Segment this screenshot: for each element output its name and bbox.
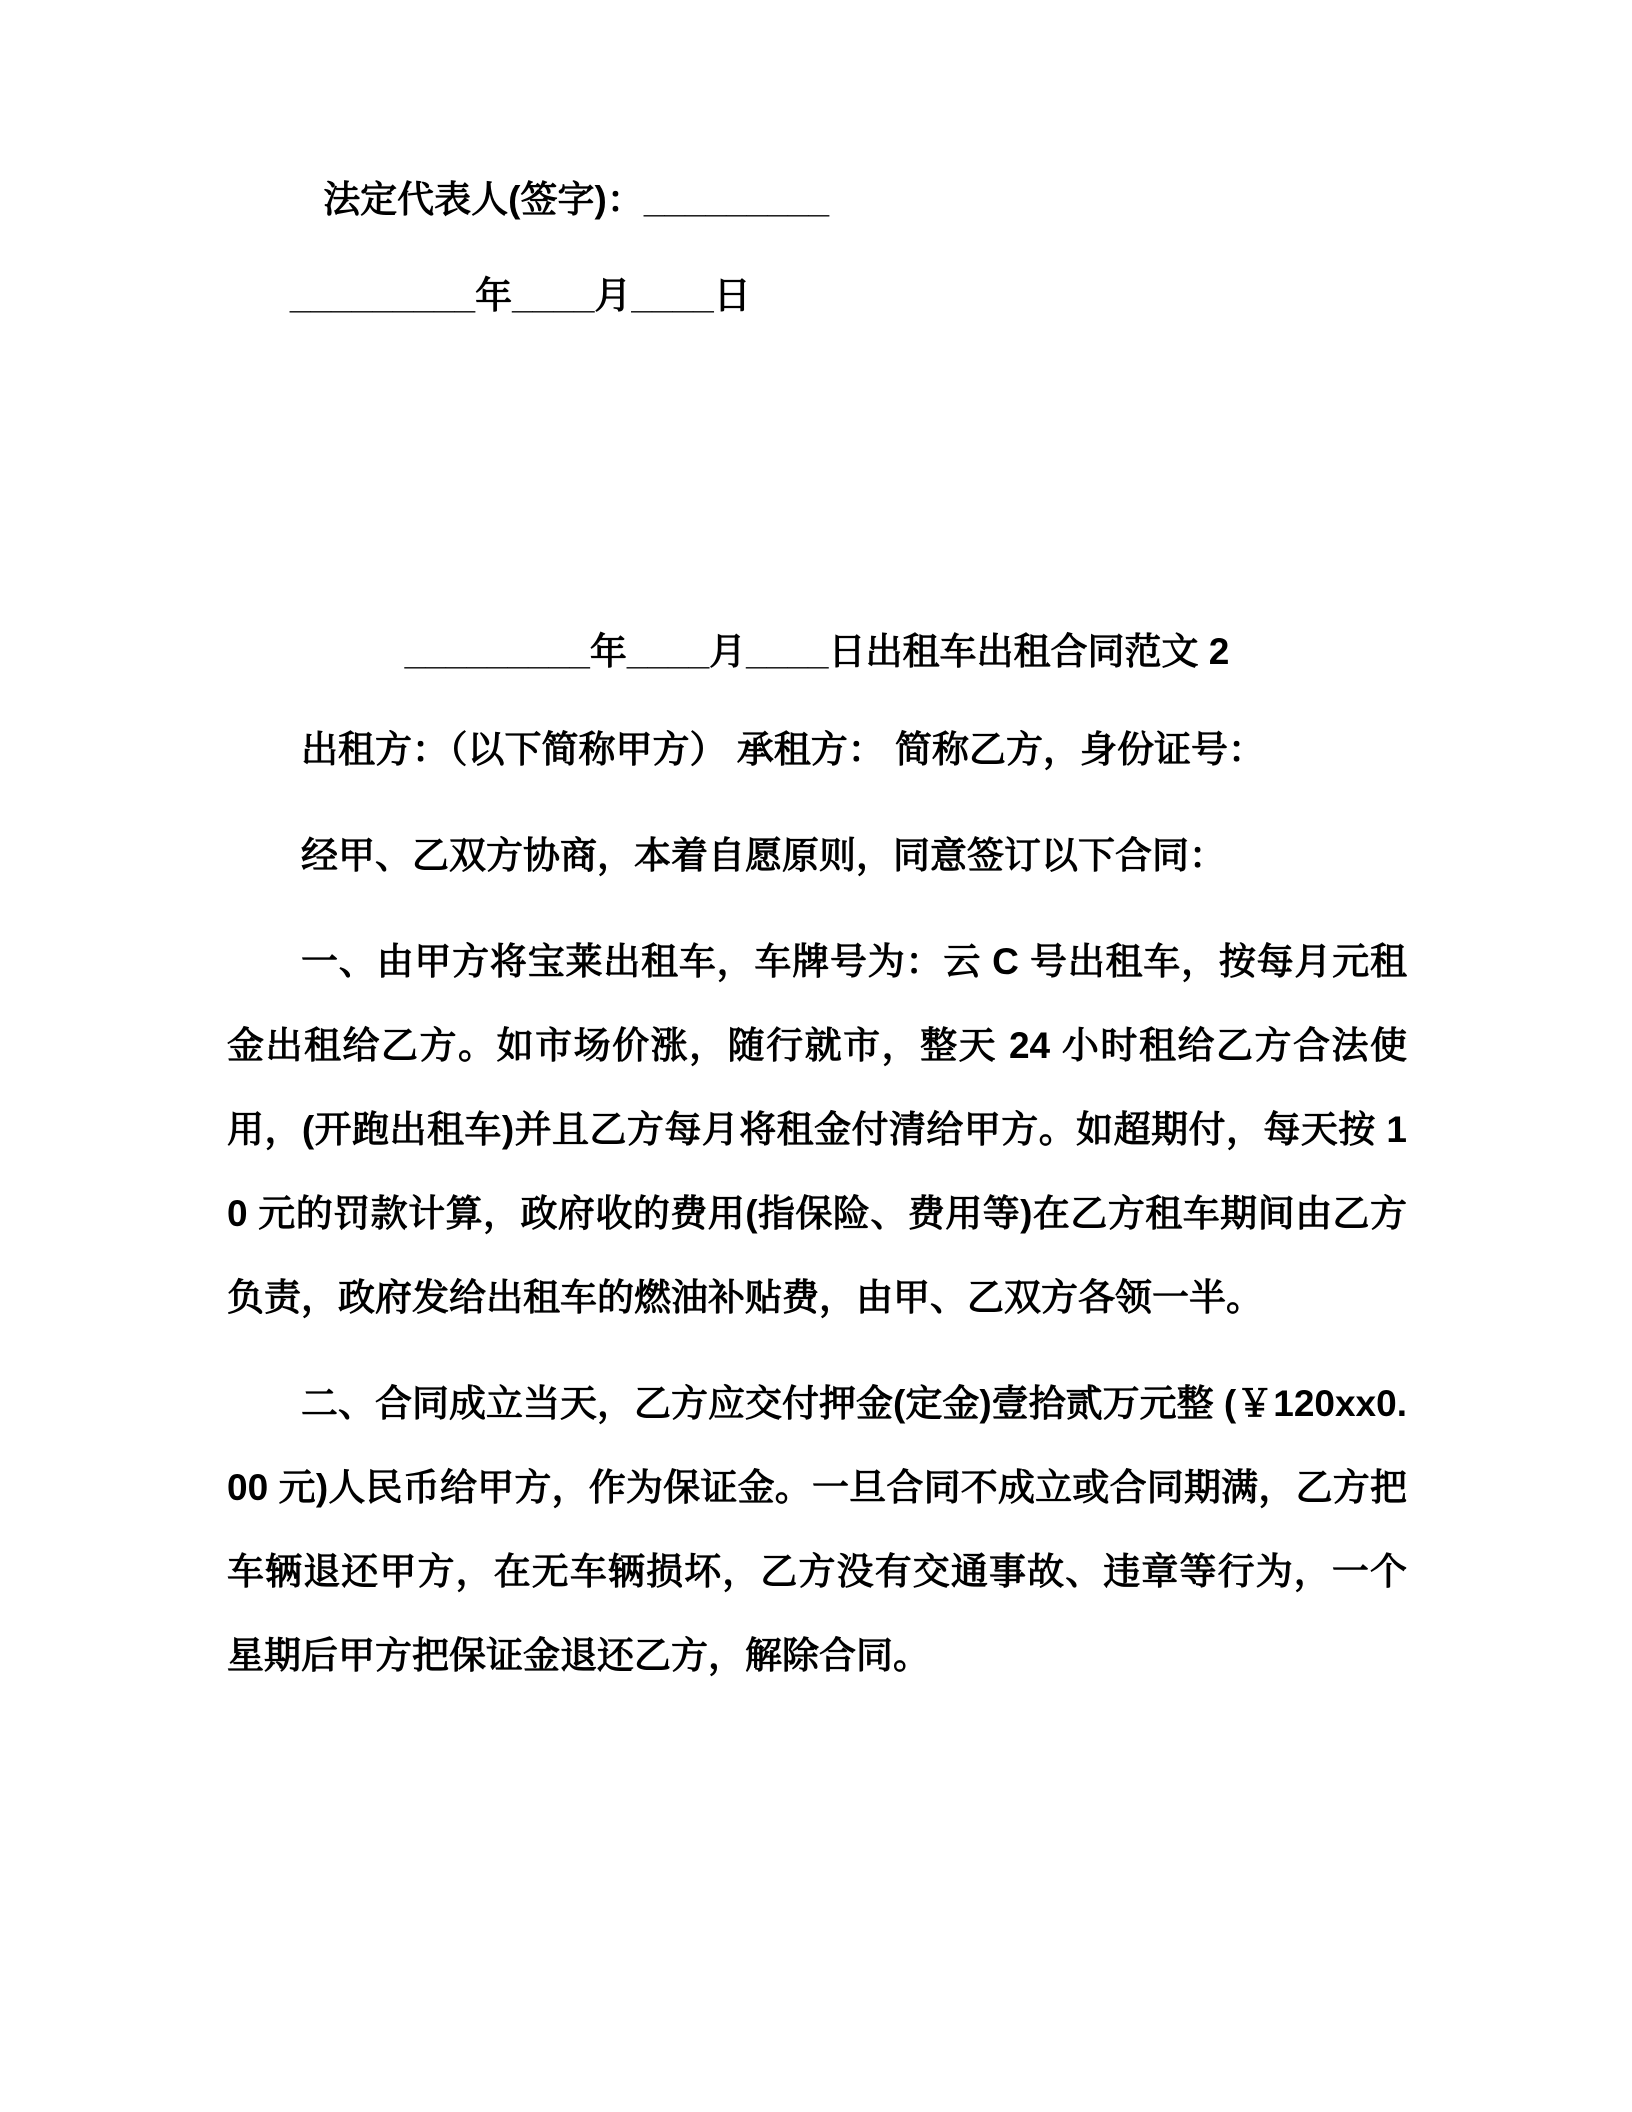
parties-line: 出租方：（以下简称甲方） 承租方： 简称乙方，身份证号： [301, 729, 1266, 770]
signature-date-line: _________年____月____日 [289, 275, 751, 316]
clause-one-paragraph: 一、由甲方将宝莱出租车，车牌号为：云 C 号出租车，按每月元租金出租给乙方。如市场价涨，随行就市，整天 24 小时租给乙方合法使用，(开跑出租车)并且乙方每月将租金付清给甲方。如超期付，每天按 10 元的罚款计算，政府收的费用(指保险、费用等)在乙方租车期间由乙方负责，政府发给出租车的燃油补贴费，由甲、乙双方各领一半。 [227, 941, 1407, 1318]
contract-title: _________年____月____日出租车出租合同范文 2 [404, 631, 1230, 672]
clause-two-paragraph: 二、合同成立当天，乙方应交付押金(定金)壹拾贰万元整 (￥120xx0.00 元)人民币给甲方，作为保证金。一旦合同不成立或合同期满，乙方把车辆退还甲方，在无车辆损坏，乙方没有交通事故、违章等行为，一个星期后甲方把保证金退还乙方，解除合同。 [227, 1383, 1407, 1676]
legal-representative-signature-line: 法定代表人(签字)：_________ [323, 179, 830, 220]
agreement-intro-line: 经甲、乙双方协商，本着自愿原则，同意签订以下合同： [301, 835, 1226, 876]
